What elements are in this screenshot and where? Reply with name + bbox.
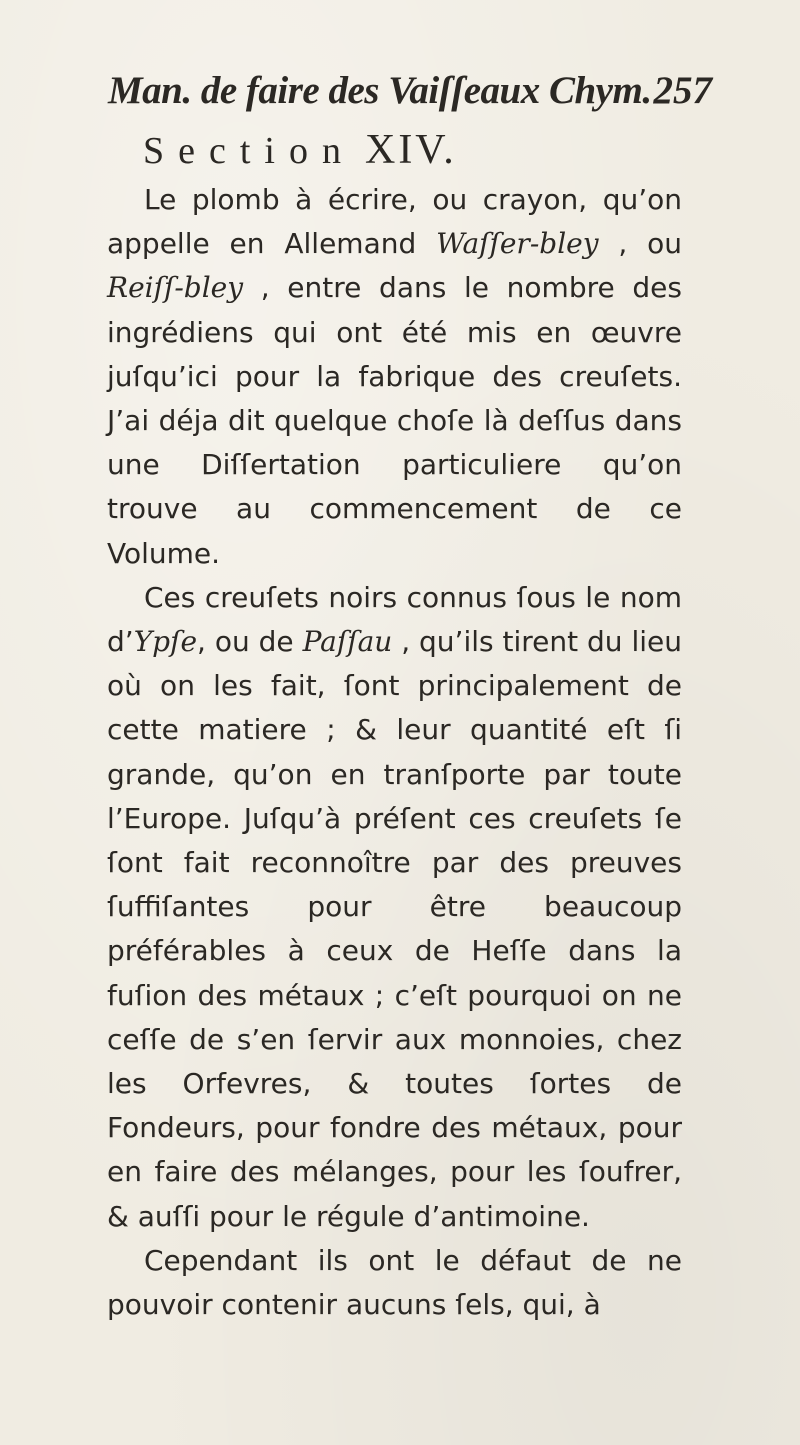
- running-title: Man. de faire des Vaiſſeaux Chym.: [108, 69, 652, 112]
- text-run: , qu’ils tirent du lieu où on les fait, ſont principalement de cette matiere ; & leur quantité eſt ſi grande, qu’on en tranſporte par toute l’Europe. Juſqu’à préſent ces creuſets ſe ſont fait reconnoître par des preuves ſuffiſantes pour être beaucoup préférables à ceux de Heſſe dans la fuſion des métaux ; c’eſt pourquoi on ne ceſſe de s’en ſervir aux monnoies, chez les Orfevres, & toutes ſortes de Fondeurs, pour fondre des métaux, pour en faire des mélanges, pour les ſoufrer, & auſſi pour le régule d’antimoine.: [107, 625, 682, 1233]
- page-header: [108, 68, 712, 118]
- text-run: , ou de: [197, 625, 303, 659]
- italic-term: Paſſau: [302, 625, 393, 659]
- paragraph: [107, 576, 682, 1239]
- italic-term: Reiſſ-bley: [107, 271, 244, 305]
- text-run: Le plomb à écrire, ou crayon, qu’on appelle en Allemand: [107, 183, 682, 261]
- italic-term: Ypſe: [133, 625, 198, 659]
- page-number: 257: [653, 69, 712, 112]
- italic-term: Waſſer-bley: [436, 227, 599, 261]
- text-run: , ou: [598, 227, 682, 261]
- section-heading: [143, 126, 457, 174]
- text-run: , entre dans le nombre des ingrédiens qui ont été mis en œuvre juſqu’ici pour la fabrique des creuſets. J’ai déja dit quelque choſe là deſſus dans une Diſſertation particuliere qu’on trouve au commencement de ce Volume.: [107, 271, 682, 570]
- section-label: Section: [143, 130, 355, 172]
- paragraph: [107, 1239, 682, 1327]
- body-text: [107, 178, 682, 1327]
- text-run: Cependant ils ont le défaut de ne pouvoir contenir aucuns ſels, qui, à: [107, 1243, 682, 1322]
- text-run: Ces creuſets noirs connus ſous le nom d’: [107, 580, 682, 659]
- section-number: XIV.: [364, 127, 457, 173]
- paragraph: [107, 178, 682, 576]
